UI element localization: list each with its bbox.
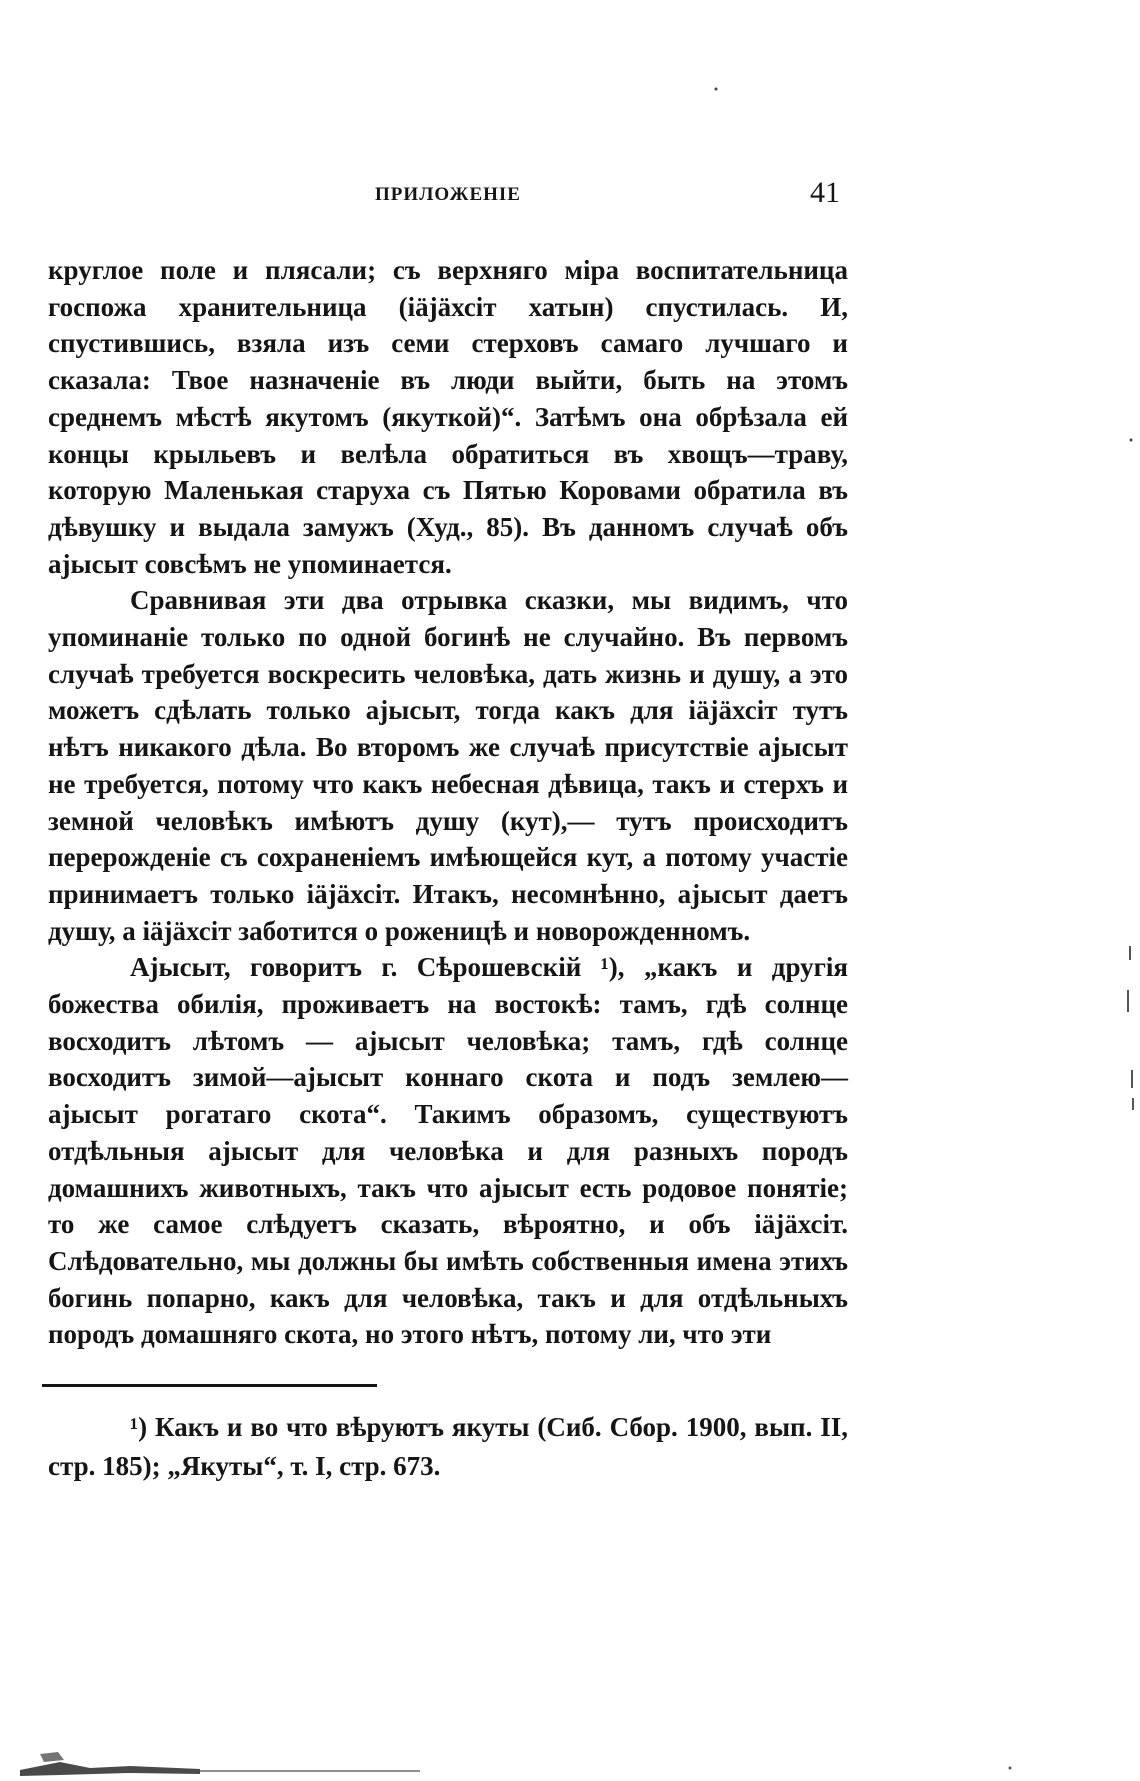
paragraph-continued: круглое поле и плясали; съ верхняго міра воспитательница госпожа хранительница (іäjäхсіт хатын) спустилась. И, спустившись, взяла изъ семи стерховъ самаго лучшаго и сказала: Твое назначенiе въ люди выйти, быть на этомъ среднемъ мѣстѣ якутомъ (якуткой)“. Затѣмъ она обрѣзала ей концы крыльевъ и велѣла обратиться въ хвощъ—траву, которую Маленькая старуха съ Пятью Коровами обратила въ дѣвушку и выдала замужъ (Худ., 85). Въ данномъ случаѣ объ аjысыт совсѣмъ не упоминается. — [48, 255, 848, 579]
running-title: ПРИЛОЖЕНIЕ — [375, 184, 521, 205]
page-number: 41 — [810, 176, 840, 209]
bottom-smudge — [20, 1752, 420, 1776]
footnote-text: ¹) Какъ и во что вѣруютъ якуты (Сиб. Сбор. 1900, вып. II, стр. 185); „Якуты“, т. I, стр. 673. — [48, 1412, 848, 1481]
paragraph: Аjысыт, говоритъ г. Сѣрошевскiй ¹), „какъ и другiя божества обилiя, проживаетъ на востокѣ: тамъ, гдѣ солнце восходитъ лѣтомъ — аjысыт человѣка; тамъ, гдѣ солнце восходитъ зимой—аjысыт коннаго скота и подъ землею— аjысыт рогатаго скота“. Такимъ образомъ, существуютъ отдѣльныя аjысыт для человѣка и для разныхъ породъ домашнихъ животныхъ, такъ что аjысыт есть родовое понятiе; то же самое слѣдуетъ сказать, вѣроятно, и объ іäjäхсіт. Слѣдовательно, мы должны бы имѣть собственныя имена этихъ богинь попарно, какъ для человѣка, такъ и для отдѣльныхъ породъ домашняго скота, но этого нѣтъ, потому ли, что эти — [48, 952, 848, 1350]
paragraph: Сравнивая эти два отрывка сказки, мы видимъ, что упоминанiе только по одной богинѣ не случайно. Въ первомъ случаѣ требуется воскресить человѣка, дать жизнь и душу, а это можетъ сдѣлать только аjысыт, тогда какъ для іäjäхсіт тутъ нѣтъ никакого дѣла. Во второмъ же случаѣ присутствiе аjысыт не требуется, потому что какъ небесная дѣвица, такъ и стерхъ и земной человѣкъ имѣютъ душу (кут),— тутъ происходитъ перерожденiе съ сохраненiемъ имѣющейся кут, а потому участiе принимаетъ только іäjäхсіт. Итакъ, несомнѣнно, аjысыт даетъ душу, а іäjäхсіт заботится о роженицѣ и новорожденномъ. — [48, 585, 848, 946]
